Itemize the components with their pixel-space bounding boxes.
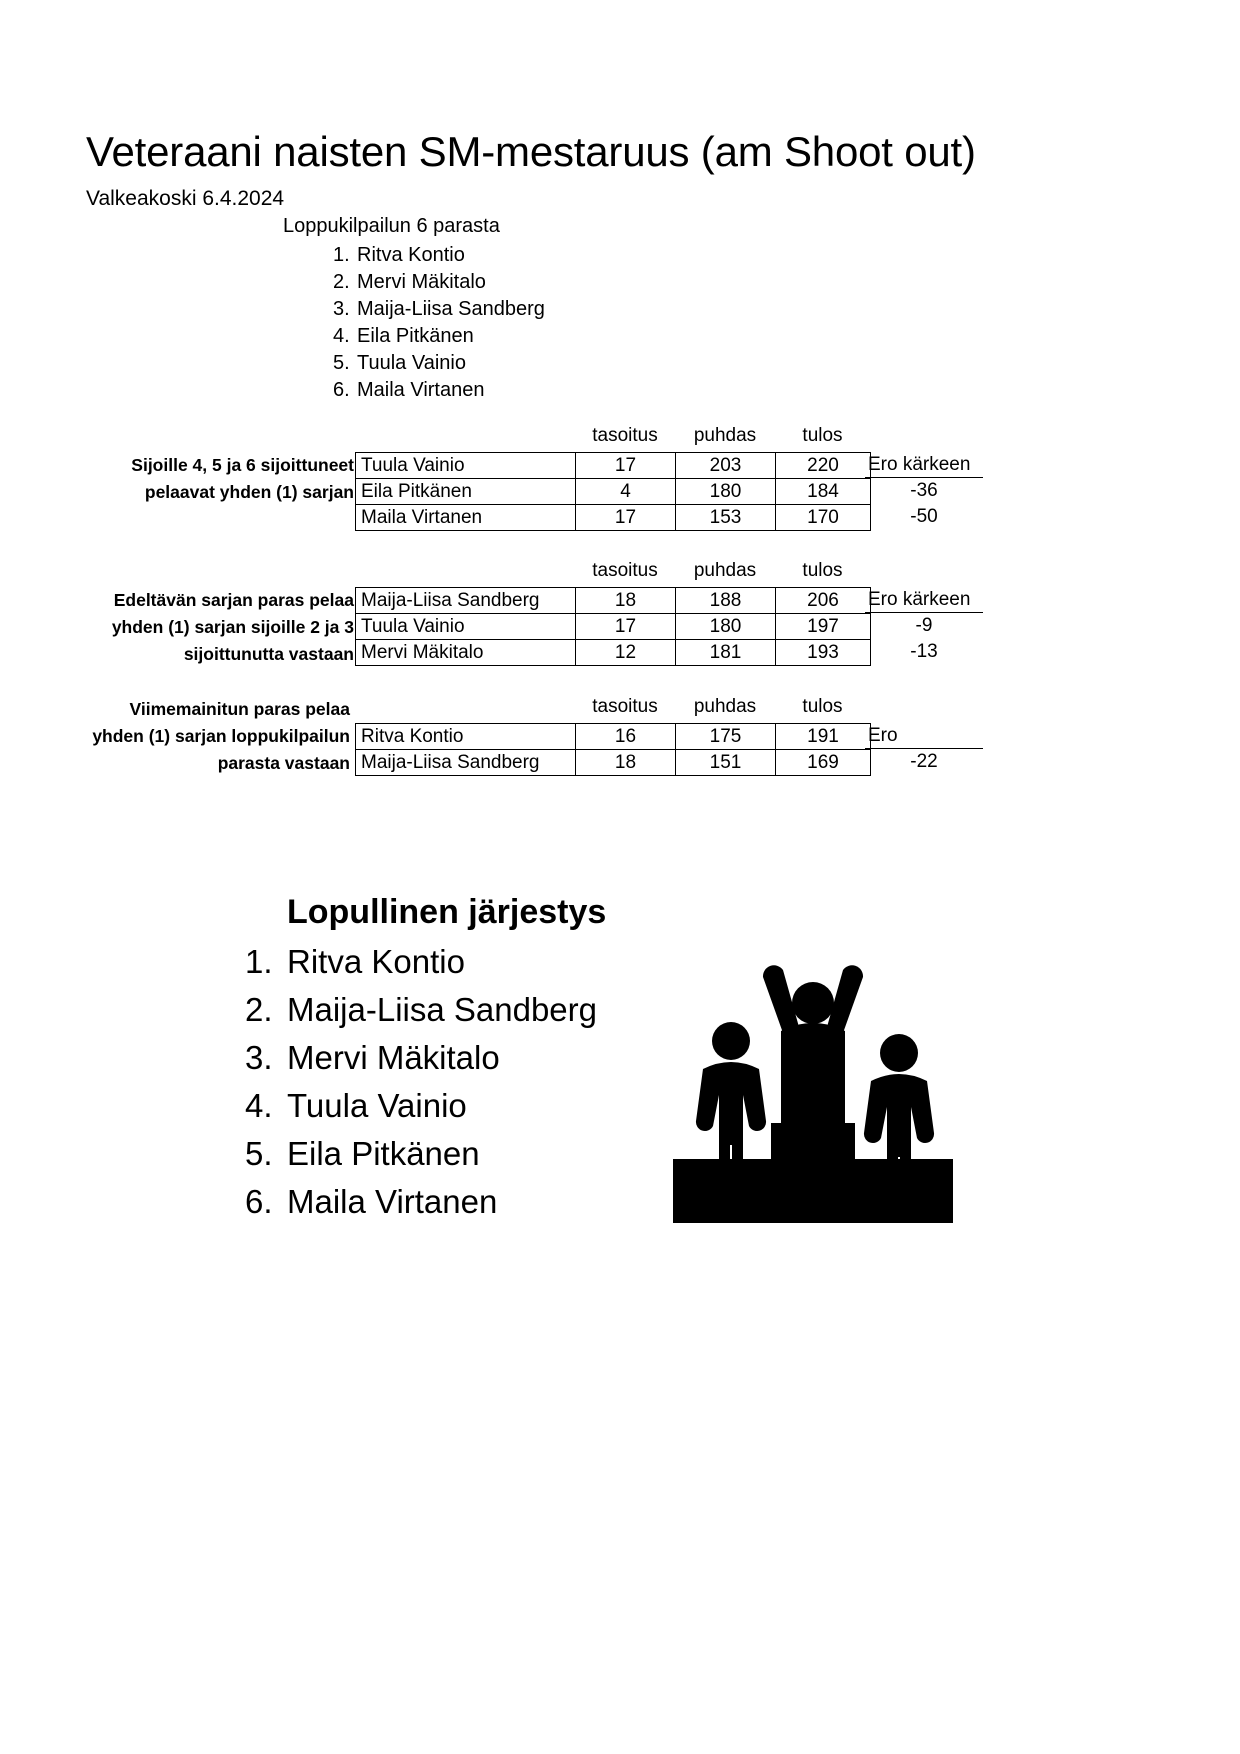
cell-puhdas: 180 (676, 479, 776, 505)
finalist-number: 5. (333, 352, 350, 374)
cell-tulos: 170 (776, 505, 871, 531)
cell-player-name: Maija-Liisa Sandberg (356, 588, 576, 614)
match-block-label (60, 452, 354, 506)
list-item (245, 986, 597, 1034)
ero-column (865, 587, 1095, 665)
final-rank-number: 1. (245, 943, 273, 980)
label-line: pelaavat yhden (1) sarjan (144, 482, 354, 502)
finalist-name: Tuula Vainio (357, 352, 466, 374)
ero-column (865, 723, 1095, 775)
ero-value: -36 (910, 480, 938, 501)
cell-player-name: Ritva Kontio (356, 724, 576, 750)
finalist-number: 6. (333, 379, 350, 401)
podium-winners-icon (663, 955, 963, 1227)
page-subtitle: Valkeakoski 6.4.2024 (86, 187, 285, 210)
final-rank-number: 4. (245, 1087, 273, 1124)
cell-tasoitus: 18 (576, 588, 676, 614)
list-item (245, 1130, 597, 1178)
cell-player-name: Maila Virtanen (356, 505, 576, 531)
cell-tulos: 197 (776, 614, 871, 640)
finalist-name: Mervi Mäkitalo (357, 271, 486, 293)
final-rank-name: Maila Virtanen (287, 1183, 498, 1220)
cell-player-name: Tuula Vainio (356, 453, 576, 479)
final-rank-name: Maija-Liisa Sandberg (287, 991, 598, 1028)
label-line: yhden (1) sarjan sijoille 2 ja 3 (111, 617, 354, 637)
final-rank-number: 5. (245, 1135, 273, 1172)
cell-puhdas: 151 (676, 750, 776, 776)
final-rank-number: 6. (245, 1183, 273, 1220)
list-item (333, 350, 545, 377)
finalist-name: Ritva Kontio (357, 244, 465, 266)
cell-puhdas: 180 (676, 614, 776, 640)
cell-tasoitus: 17 (576, 453, 676, 479)
table-row (356, 724, 871, 750)
cell-tasoitus: 17 (576, 505, 676, 531)
score-table (355, 587, 871, 666)
cell-player-name: Eila Pitkänen (356, 479, 576, 505)
cell-tulos: 206 (776, 588, 871, 614)
cell-puhdas: 188 (676, 588, 776, 614)
finalists-list (333, 242, 545, 404)
cell-tulos: 220 (776, 453, 871, 479)
list-item (245, 1178, 597, 1226)
cell-tulos: 184 (776, 479, 871, 505)
cell-player-name: Maija-Liisa Sandberg (356, 750, 576, 776)
column-header-tulos: tulos (802, 560, 843, 581)
cell-tasoitus: 16 (576, 724, 676, 750)
page-title: Veteraani naisten SM-mestaruus (am Shoot out) (86, 128, 976, 175)
column-header-puhdas: puhdas (693, 425, 757, 446)
column-header-puhdas: puhdas (693, 696, 757, 717)
cell-tulos: 169 (776, 750, 871, 776)
list-item (333, 377, 545, 404)
match-block-label (60, 587, 354, 668)
cell-puhdas: 153 (676, 505, 776, 531)
ero-value: -22 (910, 751, 938, 772)
list-item (245, 938, 597, 986)
cell-player-name: Tuula Vainio (356, 614, 576, 640)
ero-column-header: Ero kärkeen (865, 587, 983, 613)
final-rank-name: Eila Pitkänen (287, 1135, 480, 1172)
column-header-tasoitus: tasoitus (592, 425, 658, 446)
final-rank-name: Mervi Mäkitalo (287, 1039, 500, 1076)
cell-puhdas: 175 (676, 724, 776, 750)
column-header-tulos: tulos (802, 696, 843, 717)
cell-tulos: 193 (776, 640, 871, 666)
final-ranking-heading: Lopullinen järjestys (287, 893, 607, 931)
table-row (356, 453, 871, 479)
label-line: parasta vastaan (217, 753, 350, 773)
score-table (355, 723, 871, 776)
table-row (356, 614, 871, 640)
column-headers (355, 696, 865, 723)
ero-column-header: Ero (865, 723, 983, 749)
cell-tasoitus: 12 (576, 640, 676, 666)
column-headers (355, 560, 865, 587)
column-header-tasoitus: tasoitus (592, 696, 658, 717)
label-line: sijoittunutta vastaan (183, 644, 354, 664)
final-ranking-list (245, 938, 597, 1226)
list-item (333, 269, 545, 296)
match-block-label (60, 696, 350, 777)
list-item (333, 323, 545, 350)
column-headers (355, 425, 865, 452)
final-rank-number: 2. (245, 991, 273, 1028)
cell-tulos: 191 (776, 724, 871, 750)
label-line: Viimemainitun paras pelaa (129, 699, 350, 719)
table-row (356, 505, 871, 531)
cell-puhdas: 203 (676, 453, 776, 479)
column-header-tulos: tulos (802, 425, 843, 446)
table-row (356, 750, 871, 776)
list-item (245, 1082, 597, 1130)
column-header-puhdas: puhdas (693, 560, 757, 581)
label-line: Edeltävän sarjan paras pelaa (113, 590, 354, 610)
finalist-name: Maila Virtanen (357, 379, 485, 401)
final-rank-name: Tuula Vainio (287, 1087, 467, 1124)
finalists-heading: Loppukilpailun 6 parasta (283, 215, 500, 237)
finalist-number: 2. (333, 271, 350, 293)
finalist-name: Maija-Liisa Sandberg (357, 298, 545, 320)
ero-value: -50 (910, 506, 938, 527)
cell-puhdas: 181 (676, 640, 776, 666)
label-line: yhden (1) sarjan loppukilpailun (92, 726, 350, 746)
cell-player-name: Mervi Mäkitalo (356, 640, 576, 666)
list-item (245, 1034, 597, 1082)
finalist-number: 3. (333, 298, 350, 320)
table-row (356, 588, 871, 614)
cell-tasoitus: 4 (576, 479, 676, 505)
table-row (356, 640, 871, 666)
finalist-number: 4. (333, 325, 350, 347)
cell-tasoitus: 18 (576, 750, 676, 776)
finalist-name: Eila Pitkänen (357, 325, 474, 347)
final-rank-number: 3. (245, 1039, 273, 1076)
final-rank-name: Ritva Kontio (287, 943, 465, 980)
ero-column (865, 452, 1095, 530)
finalist-number: 1. (333, 244, 350, 266)
label-line: Sijoille 4, 5 ja 6 sijoittuneet (131, 455, 354, 475)
cell-tasoitus: 17 (576, 614, 676, 640)
ero-column-header: Ero kärkeen (865, 452, 983, 478)
ero-value: -9 (915, 615, 933, 636)
column-header-tasoitus: tasoitus (592, 560, 658, 581)
score-table (355, 452, 871, 531)
table-row (356, 479, 871, 505)
ero-value: -13 (910, 641, 938, 662)
list-item (333, 242, 545, 269)
list-item (333, 296, 545, 323)
